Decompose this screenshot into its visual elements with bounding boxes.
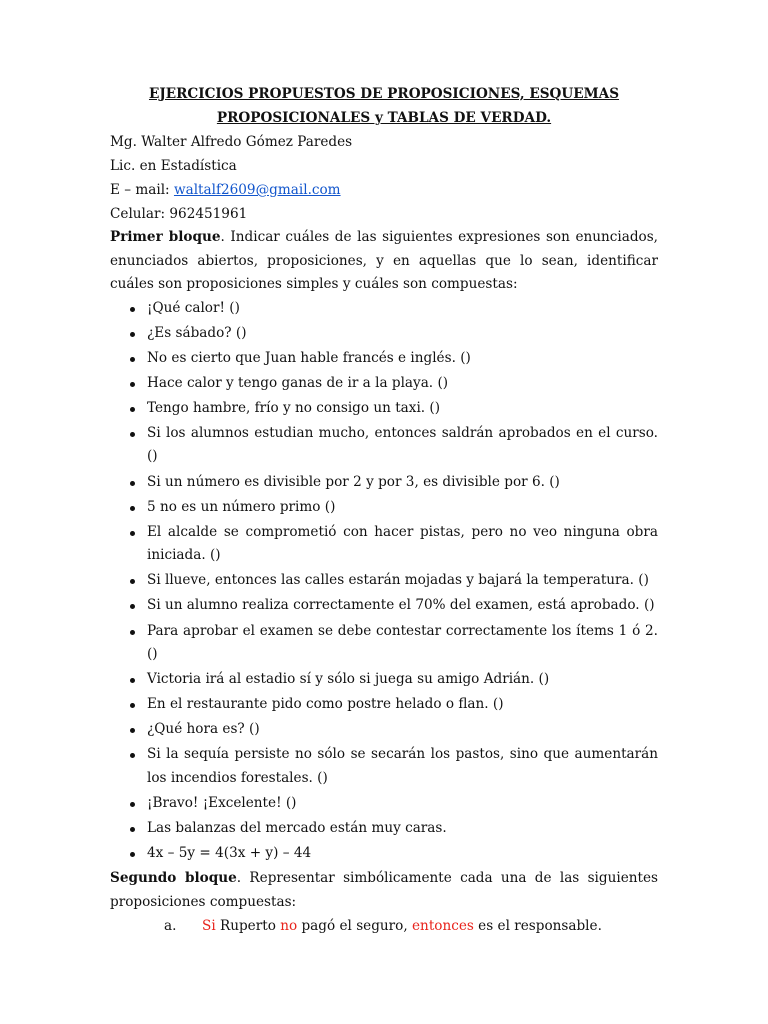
connective-no: no <box>280 918 298 935</box>
title-line-1: EJERCICIOS PROPUESTOS DE PROPOSICIONES, ESQUEMAS <box>148 86 620 102</box>
list-item <box>110 668 658 692</box>
list-item <box>110 347 658 371</box>
list-item-text: Para aprobar el examen se debe contestar correctamente los ítems 1 ó 2. () <box>147 622 658 663</box>
bullet-icon <box>130 728 135 733</box>
block1-heading: Primer bloque <box>110 229 221 245</box>
bullet-icon <box>130 432 135 437</box>
title-line-2: PROPOSICIONALES y TABLAS DE VERDAD. <box>216 110 552 126</box>
list-item-text: Tengo hambre, frío y no consigo un taxi. () <box>147 399 441 416</box>
bullet-icon <box>130 802 135 807</box>
bullet-icon <box>130 382 135 387</box>
list-item <box>110 594 658 618</box>
list-item <box>110 521 658 568</box>
author-email-line <box>110 178 658 202</box>
list-item-text: ¿Qué hora es? () <box>147 721 260 738</box>
item-a-text-2: pagó el seguro, <box>297 918 413 935</box>
list-item-text: Las balanzas del mercado están muy caras. <box>147 820 447 837</box>
bullet-icon <box>130 604 135 609</box>
list-item <box>110 842 658 866</box>
bullet-icon <box>130 678 135 683</box>
bullet-icon <box>130 357 135 362</box>
block1-list <box>110 297 658 866</box>
item-a-marker: a. <box>164 918 177 935</box>
block2-instruction-text: . Representar simbólicamente cada una de las siguientes proposiciones compuestas: <box>110 870 658 910</box>
list-item <box>110 297 658 321</box>
list-item-text: Si llueve, entonces las calles estarán mojadas y bajará la temperatura. () <box>147 572 649 589</box>
bullet-icon <box>130 407 135 412</box>
list-item-text: El alcalde se comprometió con hacer pistas, pero no veo ninguna obra iniciada. () <box>147 523 658 564</box>
block2-heading: Segundo bloque <box>110 870 237 887</box>
list-item-text: Si los alumnos estudian mucho, entonces saldrán aprobados en el curso. () <box>147 424 658 465</box>
bullet-icon <box>130 307 135 312</box>
item-a-text-3: es el responsable. <box>473 918 602 935</box>
document-page <box>110 82 658 938</box>
bullet-icon <box>130 531 135 536</box>
list-item-text: 4x – 5y = 4(3x + y) – 44 <box>147 845 312 862</box>
list-item <box>110 569 658 593</box>
list-item-text: 5 no es un número primo () <box>147 498 336 515</box>
item-a-text-1: Ruperto <box>215 918 281 935</box>
bullet-icon <box>130 579 135 584</box>
block1-instruction-text: . Indicar cuáles de las siguientes expresiones son enunciados, enunciados abiertos, proposiciones, y en aquellas que lo sean, identificar cuáles son proposiciones simples y cuáles son compuestas: <box>110 229 659 292</box>
list-item <box>110 620 658 667</box>
document-title <box>110 82 658 130</box>
author-phone: Celular: 962451961 <box>110 206 248 222</box>
list-item-text: Victoria irá al estadio sí y sólo si juega su amigo Adrián. () <box>147 671 550 688</box>
list-item-text: Hace calor y tengo ganas de ir a la playa. () <box>147 374 449 391</box>
bullet-icon <box>130 481 135 486</box>
list-item-text: No es cierto que Juan hable francés e inglés. () <box>147 349 471 366</box>
bullet-icon <box>130 703 135 708</box>
list-item-text: Si la sequía persiste no sólo se secarán los pastos, sino que aumentarán los incendios forestales. () <box>147 746 658 786</box>
list-item <box>110 471 658 495</box>
block2-item-a <box>110 914 658 938</box>
list-item-text: ¿Es sábado? () <box>147 324 247 341</box>
connective-si: Si <box>202 918 216 935</box>
bullet-icon <box>130 753 135 758</box>
list-item <box>110 718 658 742</box>
list-item <box>110 693 658 717</box>
list-item <box>110 743 658 790</box>
list-item-text: ¡Qué calor! () <box>147 299 240 316</box>
block1-instruction <box>110 226 658 297</box>
list-item <box>110 817 658 841</box>
list-item-text: Si un número es divisible por 2 y por 3, es divisible por 6. () <box>147 473 560 490</box>
list-item <box>110 372 658 396</box>
list-item <box>110 496 658 520</box>
list-item <box>110 422 658 469</box>
bullet-icon <box>130 506 135 511</box>
list-item-text: Si un alumno realiza correctamente el 70% del examen, está aprobado. () <box>147 597 655 614</box>
author-name: Mg. Walter Alfredo Gómez Paredes <box>110 134 353 150</box>
list-item-text: ¡Bravo! ¡Excelente! () <box>147 795 297 811</box>
author-degree: Lic. en Estadística <box>110 158 237 174</box>
block2-instruction <box>110 867 658 914</box>
list-item <box>110 792 658 816</box>
bullet-icon <box>130 630 135 635</box>
email-label: E – mail: <box>110 182 174 198</box>
connective-entonces: entonces <box>412 918 474 935</box>
list-item <box>110 397 658 421</box>
bullet-icon <box>130 852 135 857</box>
list-item <box>110 322 658 346</box>
list-item-text: En el restaurante pido como postre helado o flan. () <box>147 696 504 713</box>
bullet-icon <box>130 827 135 832</box>
email-link[interactable]: waltalf2609@gmail.com <box>173 182 341 198</box>
bullet-icon <box>130 332 135 337</box>
